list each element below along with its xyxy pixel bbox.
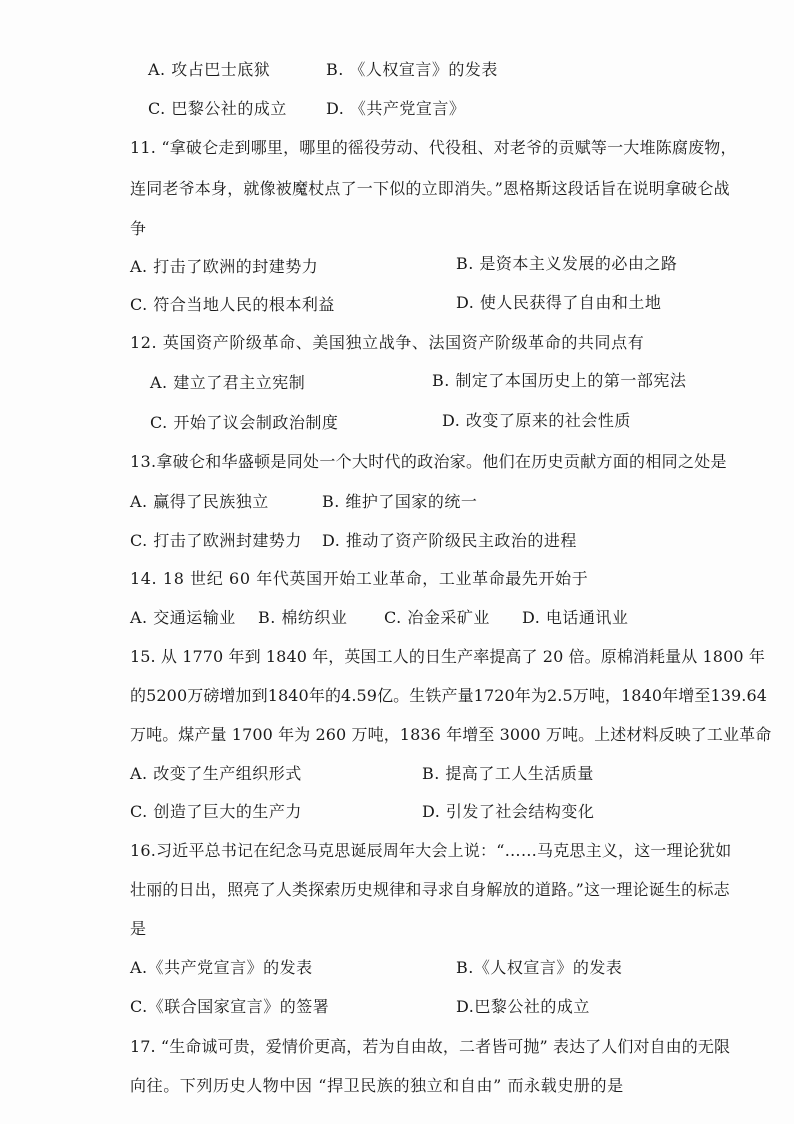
- q12-stem: 12. 英国资产阶级革命、美国独立战争、法国资产阶级革命的共同点有: [130, 333, 645, 352]
- q12-option-b: B. 制定了本国历史上的第一部宪法: [432, 371, 687, 390]
- q10-option-a: A. 攻占巴士底狱: [148, 60, 271, 79]
- q10-option-b: B. 《人权宣言》的发表: [326, 60, 498, 79]
- q11-option-a: A. 打击了欧洲的封建势力: [130, 257, 319, 276]
- q17-stem-line-2: 向往。下列历史人物中因 “捍卫民族的独立和自由” 而永载史册的是: [130, 1076, 624, 1095]
- q16-stem-line-2: 壮丽的日出，照亮了人类探索历史规律和寻求自身解放的道路。”这一理论诞生的标志: [130, 880, 730, 899]
- q15-stem-line-3: 万吨。煤产量 1700 年为 260 万吨，1836 年增至 3000 万吨。上述材料反映了工业革命: [130, 725, 772, 744]
- q14-option-b: B. 棉纺织业: [258, 608, 348, 627]
- q15-stem-line-1: 15. 从 1770 年到 1840 年，英国工人的日生产率提高了 20 倍。原棉消耗量从 1800 年: [130, 647, 765, 666]
- q11-stem-line-3: 争: [130, 219, 147, 238]
- q15-option-c: C. 创造了巨大的生产力: [130, 802, 302, 821]
- q11-option-d: D. 使人民获得了自由和土地: [456, 293, 662, 312]
- q16-option-c: C.《联合国家宣言》的签署: [130, 997, 330, 1016]
- q11-option-c: C. 符合当地人民的根本利益: [130, 295, 335, 314]
- q13-option-c: C. 打击了欧洲封建势力: [130, 531, 302, 550]
- q14-option-a: A. 交通运输业: [130, 608, 236, 627]
- q14-stem: 14. 18 世纪 60 年代英国开始工业革命，工业革命最先开始于: [130, 569, 589, 588]
- q13-stem: 13.拿破仑和华盛顿是同处一个大时代的政治家。他们在历史贡献方面的相同之处是: [130, 452, 727, 471]
- q12-option-c: C. 开始了议会制政治制度: [150, 413, 339, 432]
- q10-option-d: D. 《共产党宣言》: [326, 99, 466, 118]
- q11-option-b: B. 是资本主义发展的必由之路: [456, 254, 678, 273]
- q15-stem-line-2: 的5200万磅增加到1840年的4.59亿。生铁产量1720年为2.5万吨，1840年增至139.64: [130, 686, 768, 705]
- q15-option-b: B. 提高了工人生活质量: [422, 764, 594, 783]
- q15-option-a: A. 改变了生产组织形式: [130, 764, 302, 783]
- q11-stem-line-1: 11. “拿破仑走到哪里，哪里的徭役劳动、代役租、对老爷的贡赋等一大堆陈腐废物，: [130, 138, 737, 157]
- q12-option-d: D. 改变了原来的社会性质: [442, 411, 631, 430]
- q13-option-d: D. 推动了资产阶级民主政治的进程: [322, 531, 577, 550]
- q17-stem-line-1: 17. “生命诚可贵，爱情价更高，若为自由故，二者皆可抛” 表达了人们对自由的无限: [130, 1037, 731, 1056]
- q14-option-d: D. 电话通讯业: [522, 608, 629, 627]
- q13-option-a: A. 赢得了民族独立: [130, 492, 269, 511]
- q10-option-c: C. 巴黎公社的成立: [148, 99, 287, 118]
- q16-stem-line-1: 16.习近平总书记在纪念马克思诞辰周年大会上说：“……马克思主义，这一理论犹如: [130, 841, 732, 860]
- q15-option-d: D. 引发了社会结构变化: [422, 802, 595, 821]
- q16-option-b: B.《人权宣言》的发表: [456, 958, 623, 977]
- q16-stem-line-3: 是: [130, 919, 147, 938]
- q14-option-c: C. 冶金采矿业: [384, 608, 490, 627]
- q11-stem-line-2: 连同老爷本身，就像被魔杖点了一下似的立即消失。”恩格斯这段话旨在说明拿破仑战: [130, 179, 730, 198]
- q16-option-a: A.《共产党宣言》的发表: [130, 958, 313, 977]
- q12-option-a: A. 建立了君主立宪制: [150, 373, 306, 392]
- q13-option-b: B. 维护了国家的统一: [322, 492, 478, 511]
- q16-option-d: D.巴黎公社的成立: [456, 997, 590, 1016]
